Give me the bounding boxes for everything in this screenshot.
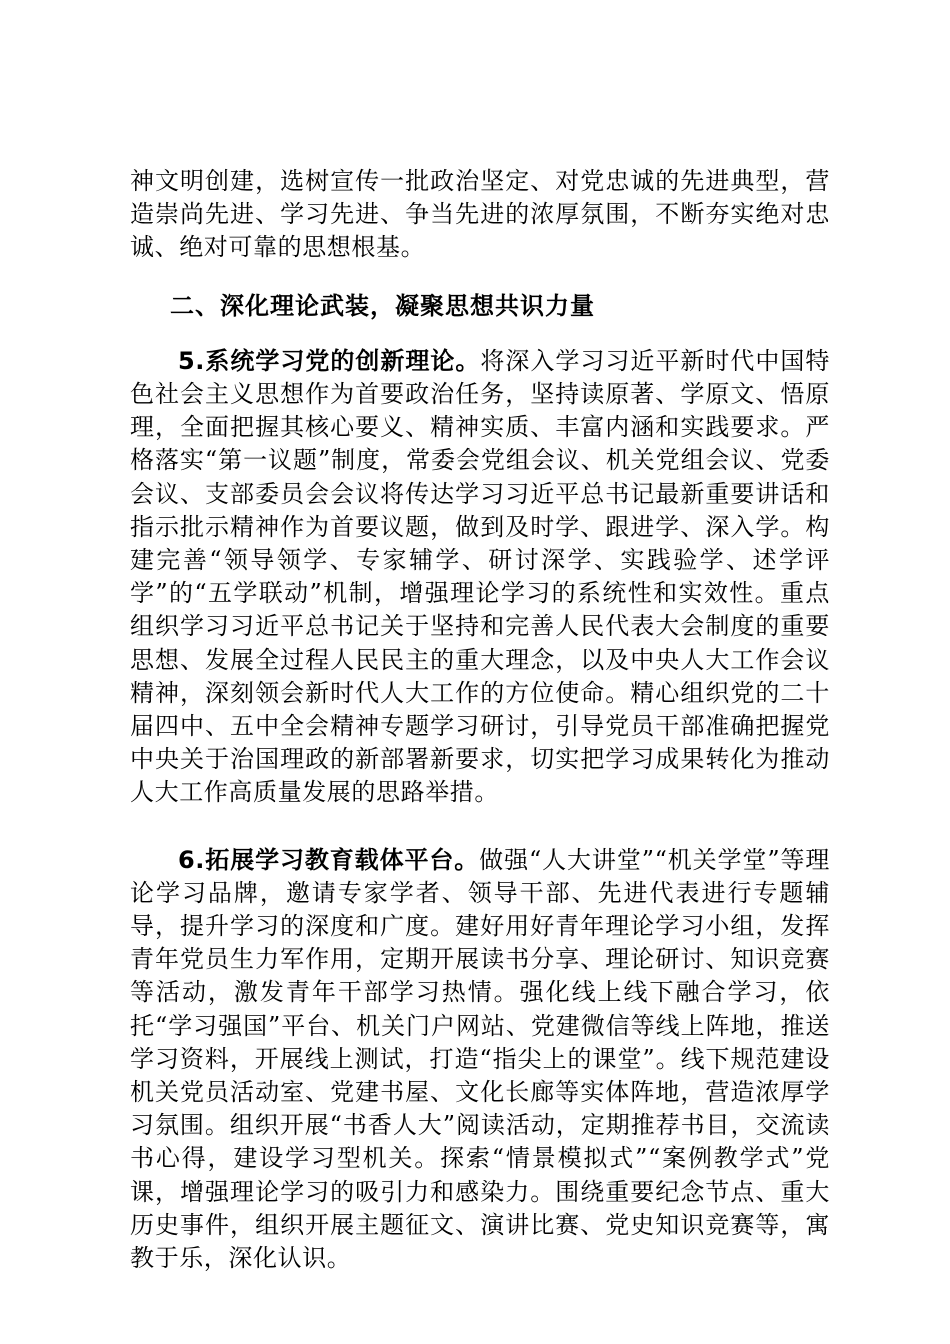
spacer <box>130 810 830 844</box>
item-5-body: 将深入学习习近平新时代中国特色社会主义思想作为首要政治任务，坚持读原著、学原文、悟原理，全面把握其核心要义、精神实质、丰富内涵和实践要求。严格落实“第一议题”制度，常委会党组会议、机关党组会议、党委会议、支部委员会会议将传达学习习近平总书记最新重要讲话和指示批示精神作为首要议题，做到及时学、跟进学、深入学。构建完善“领导领学、专家辅学、研讨深学、实践验学、述学评学”的“五学联动”机制，增强理论学习的系统性和实效性。重点组织学习习近平总书记关于坚持和完善人民代表大会制度的重要思想、发展全过程人民民主的重大理念，以及中央人大工作会议精神，深刻领会新时代人大工作的方位使命。精心组织党的二十届四中、五中全会精神专题学习研讨，引导党员干部准确把握党中央关于治国理政的新部署新要求，切实把学习成果转化为推动人大工作高质量发展的思路举措。 <box>130 346 830 807</box>
item-6-lead: 6.拓展学习教育载体平台。 <box>178 845 480 874</box>
spacer <box>130 323 830 345</box>
section-heading: 二、深化理论武装，凝聚思想共识力量 <box>170 291 595 320</box>
spacer <box>130 265 830 290</box>
document-page <box>130 165 830 1275</box>
continuation-paragraph: 神文明创建，选树宣传一批政治坚定、对党忠诚的先进典型，营造崇尚先进、学习先进、争当先进的浓厚氛围，不断夯实绝对忠诚、绝对可靠的思想根基。 <box>130 167 830 262</box>
item-6-paragraph <box>130 844 830 1276</box>
item-5-lead: 5.系统学习党的创新理论。 <box>178 346 481 375</box>
item-6-body: 做强“人大讲堂”“机关学堂”等理论学习品牌，邀请专家学者、领导干部、先进代表进行专题辅导，提升学习的深度和广度。建好用好青年理论学习小组，发挥青年党员生力军作用，定期开展读书分享、理论研讨、知识竞赛等活动，激发青年干部学习热情。强化线上线下融合学习，依托“学习强国”平台、机关门户网站、党建微信等线上阵地，推送学习资料，开展线上测试，打造“指尖上的课堂”。线下规范建设机关党员活动室、党建书屋、文化长廊等实体阵地，营造浓厚学习氛围。组织开展“书香人大”阅读活动，定期推荐书目，交流读书心得，建设学习型机关。探索“情景模拟式”“案例教学式”党课，增强理论学习的吸引力和感染力。围绕重要纪念节点、重大历史事件，组织开展主题征文、演讲比赛、党史知识竞赛等，寓教于乐，深化认识。 <box>130 845 830 1273</box>
item-5-paragraph <box>130 345 830 810</box>
